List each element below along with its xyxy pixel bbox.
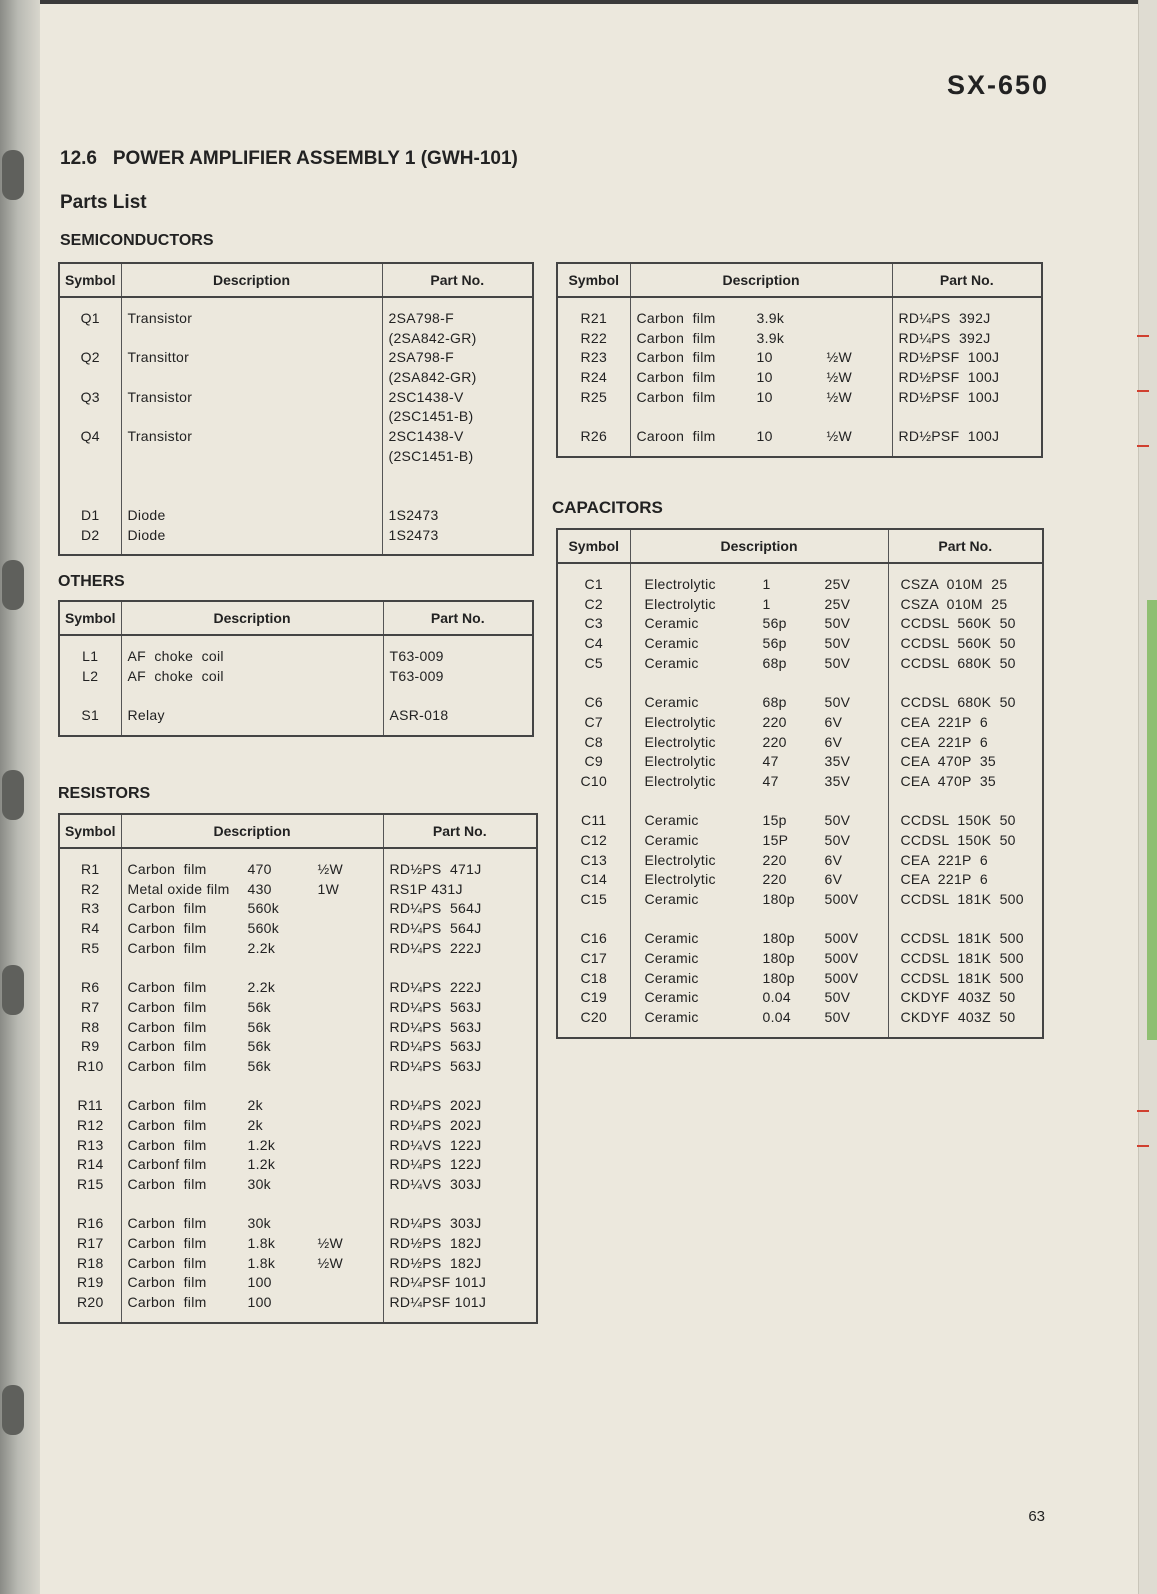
resistor-symbol: R7	[81, 998, 100, 1015]
capacitor-voltage: 50V	[824, 989, 851, 1006]
other-part-no: ASR-018	[389, 707, 449, 724]
capacitor-voltage: 50V	[824, 654, 851, 671]
resistor-rating: ½W	[826, 349, 852, 366]
capacitor-value: 68p	[762, 694, 787, 711]
other-description: Relay	[127, 707, 165, 724]
resistor-type: Carbon film	[127, 1018, 207, 1035]
resistor-part-no: RD¼PS 202J	[389, 1116, 482, 1133]
semiconductor-symbol: D2	[81, 526, 100, 543]
capacitor-type: Ceramic	[644, 831, 699, 848]
resistor-type: Carbon film	[127, 939, 207, 956]
semiconductors-table	[58, 262, 534, 556]
col-symbol: Symbol	[557, 263, 630, 297]
resistor-value: 1.8k	[247, 1254, 276, 1271]
resistor-symbol: R25	[580, 388, 608, 405]
resistor-part-no: RD½PSF 100J	[898, 349, 1000, 366]
capacitor-part-no: CEA 221P 6	[900, 851, 988, 868]
col-symbol: Symbol	[557, 529, 630, 563]
resistor-symbol: R22	[580, 329, 608, 346]
capacitor-voltage: 50V	[824, 694, 851, 711]
resistor-value: 56k	[247, 1018, 271, 1035]
resistor-value: 470	[247, 861, 272, 877]
capacitor-symbol: C14	[580, 871, 608, 888]
semiconductor-symbol: Q3	[80, 388, 100, 405]
capacitor-voltage: 35V	[824, 772, 851, 789]
capacitor-type: Electrolytic	[644, 851, 716, 868]
capacitor-symbol: C8	[584, 733, 603, 750]
semiconductor-part-no-alt: (2SC1451-B)	[388, 447, 474, 464]
resistor-type: Caroon film	[636, 428, 716, 445]
capacitor-part-no: CCDSL 150K 50	[900, 831, 1016, 848]
resistor-value: 30k	[247, 1176, 271, 1192]
capacitor-value: 1	[762, 576, 771, 592]
capacitor-type: Electrolytic	[644, 713, 716, 730]
semiconductor-symbol: D1	[81, 506, 100, 523]
capacitor-type: Electrolytic	[644, 576, 716, 592]
resistor-value: 100	[247, 1274, 272, 1291]
semiconductor-part-no-alt: (2SA842-GR)	[388, 369, 477, 386]
resistor-value: 10	[756, 349, 773, 366]
capacitor-value: 68p	[762, 654, 787, 671]
capacitor-symbol: C3	[584, 615, 603, 632]
resistor-value: 30k	[247, 1215, 271, 1232]
capacitor-symbol: C20	[580, 1009, 608, 1026]
resistor-symbol: R10	[76, 1057, 104, 1074]
resistor-type: Carbon film	[127, 900, 207, 917]
other-part-no: T63-009	[389, 648, 444, 664]
resistor-part-no: RD½PS 471J	[389, 861, 482, 877]
capacitor-part-no: CCDSL 560K 50	[900, 615, 1016, 632]
capacitor-type: Ceramic	[644, 635, 699, 652]
model-title: SX-650	[946, 70, 1049, 100]
capacitors-table	[556, 528, 1044, 1039]
capacitor-type: Electrolytic	[644, 753, 716, 770]
resistor-symbol: R23	[580, 349, 608, 366]
capacitor-value: 220	[762, 871, 787, 888]
capacitor-part-no: CEA 470P 35	[900, 772, 996, 789]
col-part-no: Part No.	[383, 601, 533, 635]
capacitor-value: 0.04	[762, 989, 791, 1006]
semiconductors-heading: SEMICONDUCTORS	[60, 232, 214, 249]
resistor-value: 1.2k	[247, 1136, 276, 1153]
resistor-part-no: RD½PS 182J	[389, 1254, 482, 1271]
capacitor-type: Ceramic	[644, 615, 699, 632]
resistor-type: Carbon film	[127, 1057, 207, 1074]
others-table	[58, 600, 534, 737]
capacitor-value: 56p	[762, 635, 787, 652]
resistor-value: 1.8k	[247, 1235, 276, 1252]
resistor-type: Carbon film	[127, 920, 207, 937]
capacitor-symbol: C17	[580, 950, 608, 967]
capacitor-value: 0.04	[762, 1009, 791, 1026]
resistor-type: Carbon film	[636, 329, 716, 346]
capacitor-value: 56p	[762, 615, 787, 632]
resistor-rating: ½W	[317, 861, 343, 877]
capacitor-voltage: 6V	[824, 713, 843, 730]
resistor-rating: ½W	[826, 369, 852, 386]
resistor-symbol: R15	[76, 1176, 104, 1192]
capacitor-type: Electrolytic	[644, 871, 716, 888]
resistor-value: 2k	[247, 1097, 263, 1114]
capacitor-type: Ceramic	[644, 694, 699, 711]
resistor-part-no: RD½PSF 100J	[898, 428, 1000, 445]
semiconductor-part-no: 2SA798-F	[388, 310, 454, 326]
capacitor-voltage: 25V	[824, 576, 851, 592]
capacitor-type: Electrolytic	[644, 772, 716, 789]
capacitor-symbol: C5	[584, 654, 603, 671]
others-heading: OTHERS	[58, 573, 125, 590]
capacitor-symbol: C9	[584, 753, 603, 770]
resistor-symbol: R2	[81, 880, 100, 897]
capacitor-type: Ceramic	[644, 1009, 699, 1026]
section-heading: 12.6 POWER AMPLIFIER ASSEMBLY 1 (GWH-101)	[60, 148, 518, 169]
capacitors-heading: CAPACITORS	[552, 498, 663, 517]
resistor-type: Carbon film	[127, 1274, 207, 1291]
resistor-part-no: RD¼PS 222J	[389, 979, 482, 996]
resistor-part-no: RS1P 431J	[389, 880, 463, 897]
capacitor-symbol: C13	[580, 851, 608, 868]
semiconductor-symbol: Q2	[80, 349, 100, 366]
resistor-type: Carbon film	[127, 861, 207, 877]
other-description: AF choke coil	[127, 648, 224, 664]
capacitor-value: 180p	[762, 891, 795, 907]
resistor-value: 560k	[247, 900, 280, 917]
capacitor-part-no: CSZA 010M 25	[900, 595, 1008, 612]
capacitor-value: 180p	[762, 969, 795, 986]
resistor-part-no: RD½PSF 100J	[898, 369, 1000, 386]
capacitor-symbol: C1	[584, 576, 603, 592]
other-symbol: L2	[82, 667, 99, 684]
resistor-value: 10	[756, 428, 773, 445]
semiconductor-part-no-alt: (2SC1451-B)	[388, 408, 474, 425]
resistor-part-no: RD¼PS 303J	[389, 1215, 482, 1232]
col-description: Description	[121, 263, 382, 297]
semiconductor-symbol: Q1	[80, 310, 100, 326]
resistor-type: Carbonf film	[127, 1156, 207, 1173]
capacitor-value: 180p	[762, 950, 795, 967]
col-description: Description	[630, 529, 888, 563]
resistor-symbol: R19	[76, 1274, 104, 1291]
col-description: Description	[630, 263, 892, 297]
resistor-value: 3.9k	[756, 329, 785, 346]
capacitor-value: 220	[762, 851, 787, 868]
resistor-symbol: R17	[76, 1235, 104, 1252]
resistor-part-no: RD¼VS 122J	[389, 1136, 482, 1153]
resistor-part-no: RD½PS 182J	[389, 1235, 482, 1252]
capacitor-symbol: C12	[580, 831, 608, 848]
resistor-part-no: RD½PSF 100J	[898, 388, 1000, 405]
resistor-part-no: RD¼PS 564J	[389, 900, 482, 917]
binding-edge	[0, 0, 40, 1594]
resistor-value: 2.2k	[247, 979, 276, 996]
capacitor-part-no: CEA 221P 6	[900, 733, 988, 750]
resistor-part-no: RD¼VS 303J	[389, 1176, 482, 1192]
resistor-value: 56k	[247, 1057, 271, 1074]
capacitor-value: 15p	[762, 812, 787, 829]
capacitor-value: 220	[762, 713, 787, 730]
resistor-symbol: R1	[81, 861, 100, 877]
resistor-symbol: R12	[76, 1116, 104, 1133]
resistor-value: 1.2k	[247, 1156, 276, 1173]
resistor-value: 100	[247, 1294, 272, 1311]
capacitor-part-no: CCDSL 181K 500	[900, 891, 1024, 907]
col-symbol: Symbol	[59, 263, 121, 297]
resistor-symbol: R4	[81, 920, 100, 937]
resistor-symbol: R14	[76, 1156, 104, 1173]
resistor-type: Carbon film	[127, 1097, 207, 1114]
capacitor-voltage: 6V	[824, 733, 843, 750]
resistor-part-no: RD¼PS 392J	[898, 329, 991, 346]
resistor-value: 430	[247, 880, 272, 897]
resistor-symbol: R26	[580, 428, 608, 445]
semiconductor-part-no: 1S2473	[388, 526, 439, 543]
resistor-value: 2.2k	[247, 939, 276, 956]
col-symbol: Symbol	[59, 814, 121, 848]
col-part-no: Part No.	[892, 263, 1042, 297]
resistor-value: 3.9k	[756, 310, 785, 326]
capacitor-type: Ceramic	[644, 989, 699, 1006]
resistor-part-no: RD¼PS 222J	[389, 939, 482, 956]
resistor-part-no: RD¼PSF 101J	[389, 1274, 487, 1291]
capacitor-part-no: CCDSL 560K 50	[900, 635, 1016, 652]
capacitor-voltage: 6V	[824, 851, 843, 868]
semiconductor-part-no-alt: (2SA842-GR)	[388, 329, 477, 346]
resistor-symbol: R8	[81, 1018, 100, 1035]
col-part-no: Part No.	[888, 529, 1043, 563]
resistor-type: Carbon film	[127, 1294, 207, 1311]
capacitor-part-no: CEA 221P 6	[900, 871, 988, 888]
resistor-part-no: RD¼PS 202J	[389, 1097, 482, 1114]
semiconductor-part-no: 1S2473	[388, 506, 439, 523]
resistor-part-no: RD¼PS 563J	[389, 1057, 482, 1074]
resistor-type: Carbon film	[127, 1235, 207, 1252]
capacitor-symbol: C19	[580, 989, 608, 1006]
resistor-type: Carbon film	[636, 310, 716, 326]
resistor-value: 56k	[247, 998, 271, 1015]
semiconductor-description: Transistor	[127, 428, 193, 445]
resistor-symbol: R24	[580, 369, 608, 386]
capacitor-type: Ceramic	[644, 812, 699, 829]
resistors-table-2	[556, 262, 1043, 458]
resistor-type: Carbon film	[636, 349, 716, 366]
capacitor-voltage: 35V	[824, 753, 851, 770]
col-description: Description	[121, 601, 383, 635]
capacitor-part-no: CKDYF 403Z 50	[900, 989, 1016, 1006]
capacitor-type: Ceramic	[644, 654, 699, 671]
resistor-part-no: RD¼PS 122J	[389, 1156, 482, 1173]
resistor-value: 10	[756, 369, 773, 386]
resistor-rating: 1W	[317, 880, 340, 897]
resistor-type: Carbon film	[127, 1136, 207, 1153]
semiconductor-part-no: 2SA798-F	[388, 349, 454, 366]
capacitor-symbol: C16	[580, 930, 608, 947]
capacitor-part-no: CCDSL 181K 500	[900, 950, 1024, 967]
resistor-part-no: RD¼PS 564J	[389, 920, 482, 937]
capacitor-type: Electrolytic	[644, 733, 716, 750]
resistor-value: 560k	[247, 920, 280, 937]
resistors-heading: RESISTORS	[58, 785, 151, 802]
resistor-symbol: R3	[81, 900, 100, 917]
capacitor-voltage: 500V	[824, 950, 859, 967]
resistor-symbol: R5	[81, 939, 100, 956]
capacitor-type: Electrolytic	[644, 595, 716, 612]
semiconductor-description: Transittor	[127, 349, 190, 366]
capacitor-voltage: 500V	[824, 969, 859, 986]
col-symbol: Symbol	[59, 601, 121, 635]
capacitor-part-no: CCDSL 181K 500	[900, 969, 1024, 986]
resistors-table-1	[58, 813, 538, 1324]
capacitor-type: Ceramic	[644, 950, 699, 967]
semiconductor-symbol: Q4	[80, 428, 100, 445]
capacitor-type: Ceramic	[644, 930, 699, 947]
resistor-type: Carbon film	[127, 1038, 207, 1055]
capacitor-part-no: CKDYF 403Z 50	[900, 1009, 1016, 1026]
capacitor-type: Ceramic	[644, 969, 699, 986]
other-part-no: T63-009	[389, 667, 444, 684]
resistor-type: Carbon film	[127, 1176, 207, 1192]
resistor-part-no: RD¼PS 563J	[389, 1038, 482, 1055]
col-description: Description	[121, 814, 383, 848]
resistor-symbol: R9	[81, 1038, 100, 1055]
semiconductor-description: Diode	[127, 526, 166, 543]
capacitor-symbol: C2	[584, 595, 603, 612]
resistor-rating: ½W	[826, 428, 852, 445]
capacitor-voltage: 50V	[824, 615, 851, 632]
resistor-symbol: R18	[76, 1254, 104, 1271]
capacitor-value: 180p	[762, 930, 795, 947]
capacitor-voltage: 25V	[824, 595, 851, 612]
capacitor-voltage: 50V	[824, 1009, 851, 1026]
resistor-type: Carbon film	[127, 979, 207, 996]
capacitor-voltage: 500V	[824, 891, 859, 907]
resistor-rating: ½W	[826, 388, 852, 405]
capacitor-value: 47	[762, 772, 779, 789]
capacitor-symbol: C15	[580, 891, 608, 907]
capacitor-symbol: C10	[580, 772, 608, 789]
other-description: AF choke coil	[127, 667, 224, 684]
resistor-rating: ½W	[317, 1235, 343, 1252]
resistor-value: 10	[756, 388, 773, 405]
other-symbol: L1	[82, 648, 99, 664]
capacitor-symbol: C11	[580, 812, 607, 829]
capacitor-voltage: 50V	[824, 812, 851, 829]
resistor-value: 56k	[247, 1038, 271, 1055]
resistor-symbol: R16	[76, 1215, 104, 1232]
semiconductor-part-no: 2SC1438-V	[388, 388, 464, 405]
resistor-type: Metal oxide film	[127, 880, 230, 897]
capacitor-symbol: C7	[584, 713, 603, 730]
parts-list-heading: Parts List	[60, 192, 147, 213]
resistor-type: Carbon film	[127, 1215, 207, 1232]
resistor-symbol: R21	[580, 310, 608, 326]
capacitor-voltage: 6V	[824, 871, 843, 888]
capacitor-value: 15P	[762, 831, 789, 848]
col-part-no: Part No.	[382, 263, 533, 297]
resistor-type: Carbon film	[127, 1116, 207, 1133]
capacitor-voltage: 500V	[824, 930, 859, 947]
capacitor-type: Ceramic	[644, 891, 699, 907]
resistor-symbol: R11	[77, 1097, 104, 1114]
semiconductor-part-no: 2SC1438-V	[388, 428, 464, 445]
resistor-rating: ½W	[317, 1254, 343, 1271]
resistor-type: Carbon film	[636, 388, 716, 405]
capacitor-part-no: CEA 470P 35	[900, 753, 996, 770]
resistor-symbol: R20	[76, 1294, 104, 1311]
page-number: 63	[1028, 1508, 1045, 1525]
col-part-no: Part No.	[383, 814, 537, 848]
resistor-symbol: R13	[76, 1136, 104, 1153]
capacitor-value: 220	[762, 733, 787, 750]
semiconductor-description: Diode	[127, 506, 166, 523]
resistor-symbol: R6	[81, 979, 100, 996]
capacitor-part-no: CCDSL 680K 50	[900, 654, 1016, 671]
capacitor-symbol: C4	[584, 635, 603, 652]
resistor-part-no: RD¼PS 563J	[389, 998, 482, 1015]
capacitor-part-no: CCDSL 181K 500	[900, 930, 1024, 947]
resistor-type: Carbon film	[127, 998, 207, 1015]
resistor-part-no: RD¼PSF 101J	[389, 1294, 487, 1311]
capacitor-part-no: CSZA 010M 25	[900, 576, 1008, 592]
resistor-type: Carbon film	[127, 1254, 207, 1271]
semiconductor-description: Transistor	[127, 388, 193, 405]
capacitor-value: 1	[762, 595, 771, 612]
semiconductor-description: Transistor	[127, 310, 193, 326]
capacitor-voltage: 50V	[824, 635, 851, 652]
resistor-part-no: RD¼PS 563J	[389, 1018, 482, 1035]
other-symbol: S1	[81, 707, 100, 724]
capacitor-part-no: CEA 221P 6	[900, 713, 988, 730]
capacitor-symbol: C6	[584, 694, 603, 711]
capacitor-symbol: C18	[580, 969, 608, 986]
resistor-type: Carbon film	[636, 369, 716, 386]
capacitor-part-no: CCDSL 150K 50	[900, 812, 1016, 829]
capacitor-voltage: 50V	[824, 831, 851, 848]
resistor-value: 2k	[247, 1116, 263, 1133]
resistor-part-no: RD¼PS 392J	[898, 310, 991, 326]
capacitor-part-no: CCDSL 680K 50	[900, 694, 1016, 711]
capacitor-value: 47	[762, 753, 779, 770]
